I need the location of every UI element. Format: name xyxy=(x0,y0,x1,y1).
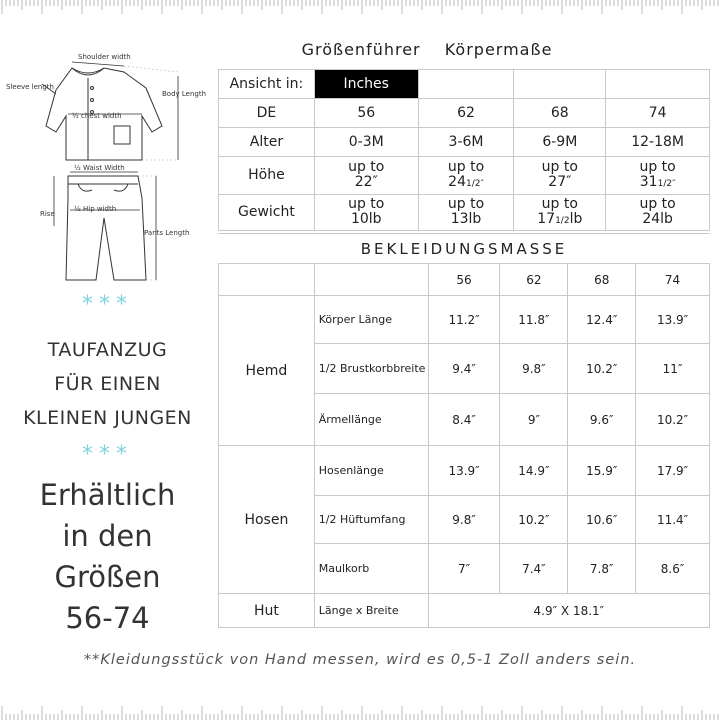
measure-label: 1/2 Brustkorbbreite xyxy=(314,344,428,394)
up-to-text: up to xyxy=(541,195,578,212)
avail-line-1: Erhältlich xyxy=(39,478,176,512)
pants-outline xyxy=(66,176,146,280)
size-header: 62 xyxy=(500,264,568,296)
avail-line-3: Größen xyxy=(54,560,161,594)
cell: 9.6″ xyxy=(568,394,636,446)
cell: 74 xyxy=(606,99,710,128)
measure-label: Körper Länge xyxy=(314,296,428,344)
value: 24 xyxy=(448,173,466,190)
measure-label: Ärmellänge xyxy=(314,394,428,446)
unit-lb: lb xyxy=(569,210,583,227)
cell: 8.6″ xyxy=(636,544,710,594)
value: 10lb xyxy=(350,210,382,227)
cell: 17.9″ xyxy=(636,446,710,496)
up-to-text: up to xyxy=(639,195,676,212)
clothing-measurements-heading: BEKLEIDUNGSMASSE xyxy=(218,233,710,264)
group-label-hut: Hut xyxy=(219,594,315,628)
view-in-label: Ansicht in: xyxy=(219,70,315,99)
pants-length-label: Pants Length xyxy=(144,229,190,237)
body-length-label: Body Length xyxy=(162,90,207,98)
garment-diagram xyxy=(6,48,214,293)
title-line-3: KLEINEN JUNGEN xyxy=(23,407,192,429)
up-to-text: up to xyxy=(348,158,385,175)
availability-text xyxy=(0,475,215,639)
cell: 10.2″ xyxy=(500,496,568,544)
cell: 15.9″ xyxy=(568,446,636,496)
cell: 9.8″ xyxy=(500,344,568,394)
cell: 13.9″ xyxy=(636,296,710,344)
hip-width-label: ½ Hip width xyxy=(74,205,117,213)
value: 17 xyxy=(537,210,556,227)
shoulder-width-label: Shoulder width xyxy=(78,53,131,61)
title-line-2: FÜR EINEN xyxy=(54,373,161,395)
footnote: **Kleidungsstück von Hand messen, wird es 0,5-1 Zoll anders sein. xyxy=(83,652,637,668)
measure-label: Maulkorb xyxy=(314,544,428,594)
row-label-de: DE xyxy=(219,99,315,128)
size-table xyxy=(218,69,710,231)
cell: 10.6″ xyxy=(568,496,636,544)
bottom-ruler xyxy=(0,698,720,720)
up-to-text: up to xyxy=(447,158,485,175)
up-to-text: up to xyxy=(447,195,485,212)
row-label-gewicht: Gewicht xyxy=(219,195,315,231)
value: 31 xyxy=(639,173,658,190)
cell: 11″ xyxy=(636,344,710,394)
cell: 11.4″ xyxy=(636,496,710,544)
avail-line-2: in den xyxy=(62,519,153,553)
cell: 3-6M xyxy=(418,128,514,157)
cell: 56 xyxy=(314,99,418,128)
clothing-table xyxy=(218,263,710,628)
row-label-alter: Alter xyxy=(219,128,315,157)
value: 27″ xyxy=(548,173,572,190)
cell: 11.8″ xyxy=(500,296,568,344)
fraction: 1/2″ xyxy=(465,178,484,189)
cell: 8.4″ xyxy=(428,394,500,446)
cell: 12.4″ xyxy=(568,296,636,344)
row-label-hoehe: Höhe xyxy=(219,157,315,195)
cell: 12-18M xyxy=(606,128,710,157)
cell: 7.4″ xyxy=(500,544,568,594)
measure-label: 1/2 Hüftumfang xyxy=(314,496,428,544)
size-header: 68 xyxy=(568,264,636,296)
cell: 14.9″ xyxy=(500,446,568,496)
fraction: 1/2 xyxy=(555,215,570,226)
cell: 13.9″ xyxy=(428,446,500,496)
up-to-text: up to xyxy=(541,158,578,175)
cell: 62 xyxy=(418,99,514,128)
cell: 11.2″ xyxy=(428,296,500,344)
size-header: 56 xyxy=(428,264,500,296)
title-line-1: TAUFANZUG xyxy=(47,339,168,361)
group-label-hosen: Hosen xyxy=(219,446,315,594)
hat-value: 4.9″ X 18.1″ xyxy=(428,594,709,628)
chest-width-label: ½ chest width xyxy=(72,112,122,120)
cell: 7.8″ xyxy=(568,544,636,594)
decorative-stars-bottom: *** xyxy=(82,442,133,467)
decorative-stars-top: *** xyxy=(82,292,133,317)
cell xyxy=(418,157,514,195)
cell xyxy=(606,157,710,195)
cell: 10.2″ xyxy=(568,344,636,394)
size-guide-heading: Größenführer xyxy=(301,40,421,59)
body-measurements-heading: Körpermaße xyxy=(444,40,553,59)
sleeve-length-label: Sleeve length xyxy=(6,83,54,91)
product-title xyxy=(0,333,215,435)
up-to-text: up to xyxy=(639,158,676,175)
value: 13lb xyxy=(450,210,482,227)
cell: 9″ xyxy=(500,394,568,446)
cell xyxy=(514,157,606,195)
cell xyxy=(418,195,514,231)
cell: 0-3M xyxy=(314,128,418,157)
value: 24lb xyxy=(642,210,673,227)
fraction: 1/2″ xyxy=(657,178,676,189)
cell: 7″ xyxy=(428,544,500,594)
cell: 10.2″ xyxy=(636,394,710,446)
cell: 6-9M xyxy=(514,128,606,157)
up-to-text: up to xyxy=(348,195,385,212)
cell: 9.8″ xyxy=(428,496,500,544)
avail-line-4: 56-74 xyxy=(65,601,150,635)
unit-inches-button[interactable]: Inches xyxy=(314,70,418,99)
value: 22″ xyxy=(354,173,378,190)
measure-label: Länge x Breite xyxy=(314,594,428,628)
waist-width-label: ½ Waist Width xyxy=(74,164,125,172)
cell xyxy=(314,195,418,231)
group-label-hemd: Hemd xyxy=(219,296,315,446)
measure-label: Hosenlänge xyxy=(314,446,428,496)
rise-label: Rise xyxy=(40,210,55,218)
cell: 68 xyxy=(514,99,606,128)
size-guide-title xyxy=(218,40,636,59)
cell xyxy=(606,195,710,231)
cell: 9.4″ xyxy=(428,344,500,394)
cell xyxy=(514,195,606,231)
cell xyxy=(314,157,418,195)
size-header: 74 xyxy=(636,264,710,296)
top-ruler xyxy=(0,0,720,22)
